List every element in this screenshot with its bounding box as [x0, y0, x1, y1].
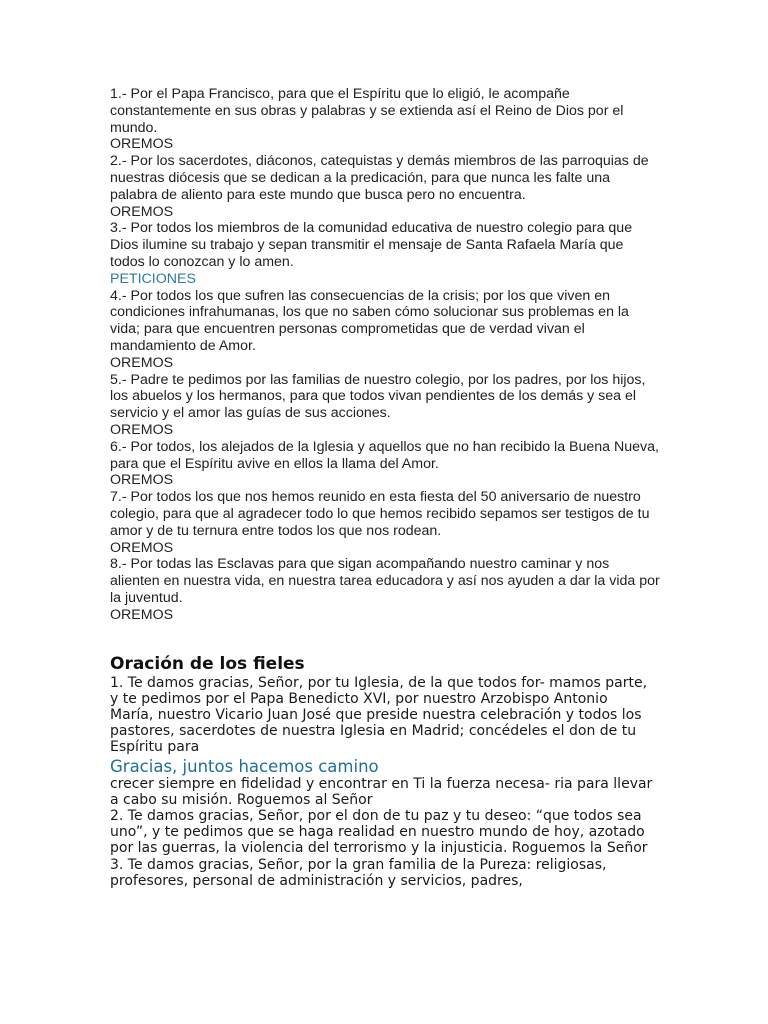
- petition-5: 5.- Padre te pedimos por las familias de nuestro colegio, por los padres, por los hijos, los abuelos y los hermanos, para que todos vivan pendientes de los demás y sea el servicio y el amor las guías de sus acciones.: [110, 371, 646, 422]
- section-title: Oración de los fieles: [110, 653, 305, 674]
- response-oremos: OREMOS: [110, 606, 174, 623]
- petition-6: 6.- Por todos, los alejados de la Iglesia y aquellos que no han recibido la Buena Nueva, para que el Espíritu avive en ellos la llama del Amor.: [110, 438, 659, 472]
- petition-1: 1.- Por el Papa Francisco, para que el Espíritu que lo eligió, le acompañe constantemente en sus obras y palabras y se extienda así el Reino de Dios por el mundo.: [110, 86, 624, 136]
- prayer-2: 2. Te damos gracias, Señor, por el don de tu paz y tu deseo: “que todos sea uno”, y te pedimos que se haga realidad en nuestro mundo de hoy, azotado por las guerras, la violencia del terrorismo y la injusticia. Roguemos la Señor: [110, 807, 648, 857]
- faithful-prayer-section: [110, 654, 655, 889]
- petition-2: 2.- Por los sacerdotes, diáconos, catequistas y demás miembros de las parroquias de nuestras diócesis que se dedican a la predicación, para que nunca les falte una palabra de aliento para este mundo que busca pero no encuentra.: [110, 153, 649, 203]
- response-oremos: OREMOS: [110, 472, 174, 489]
- prayer-1-part-2: crecer siempre en fidelidad y encontrar en Ti la fuerza necesa- ria para llevar a cabo su misión. Roguemos al Señor: [110, 775, 653, 808]
- response-oremos: OREMOS: [110, 421, 174, 438]
- prayer-3: 3. Te damos gracias, Señor, por la gran familia de la Pureza: religiosas, profesores, personal de administración y servicios, padres,: [110, 856, 607, 889]
- petition-7: 7.- Por todos los que nos hemos reunido en esta fiesta del 50 aniversario de nuestro colegio, para que al agradecer todo lo que hemos recibido sepamos ser testigos de tu amor y de tu ternura entre todos los que nos rodean.: [110, 489, 650, 539]
- prayer-1-part-1: 1. Te damos gracias, Señor, por tu Iglesia, de la que todos for- mamos parte, y te pedimos por el Papa Benedicto XVI, por nuestro Arzobispo Antonio María, nuestro Vicario Juan José que preside nuestra celebración y todos los pastores, sacerdotes de nuestra Iglesia en Madrid; concédeles el don de tu Espíritu para: [110, 674, 648, 756]
- peticiones-heading: PETICIONES: [110, 270, 196, 287]
- document-page: [110, 86, 660, 889]
- response-oremos: OREMOS: [110, 354, 174, 371]
- response-oremos: OREMOS: [110, 539, 174, 556]
- petition-8: 8.- Por todas las Esclavas para que sigan acompañando nuestro caminar y nos alienten en nuestra vida, en nuestra tarea educadora y así nos ayuden a dar la vida por la juventud.: [110, 556, 660, 606]
- response-oremos: OREMOS: [110, 136, 174, 153]
- section-subtitle: Gracias, juntos hacemos camino: [110, 756, 379, 776]
- petition-3: 3.- Por todos los miembros de la comunidad educativa de nuestro colegio para que Dios ilumine su trabajo y sepan transmitir el mensaje de Santa Rafaela María que todos lo conozcan y lo amen.: [110, 220, 633, 270]
- petition-4: 4.- Por todos los que sufren las consecuencias de la crisis; por los que viven en condiciones infrahumanas, los que no saben cómo solucionar sus problemas en la vida; para que encuentren personas comprometidas que de verdad vivan el mandamiento de Amor.: [110, 287, 629, 354]
- response-oremos: OREMOS: [110, 203, 174, 220]
- petitions-section: [110, 86, 660, 624]
